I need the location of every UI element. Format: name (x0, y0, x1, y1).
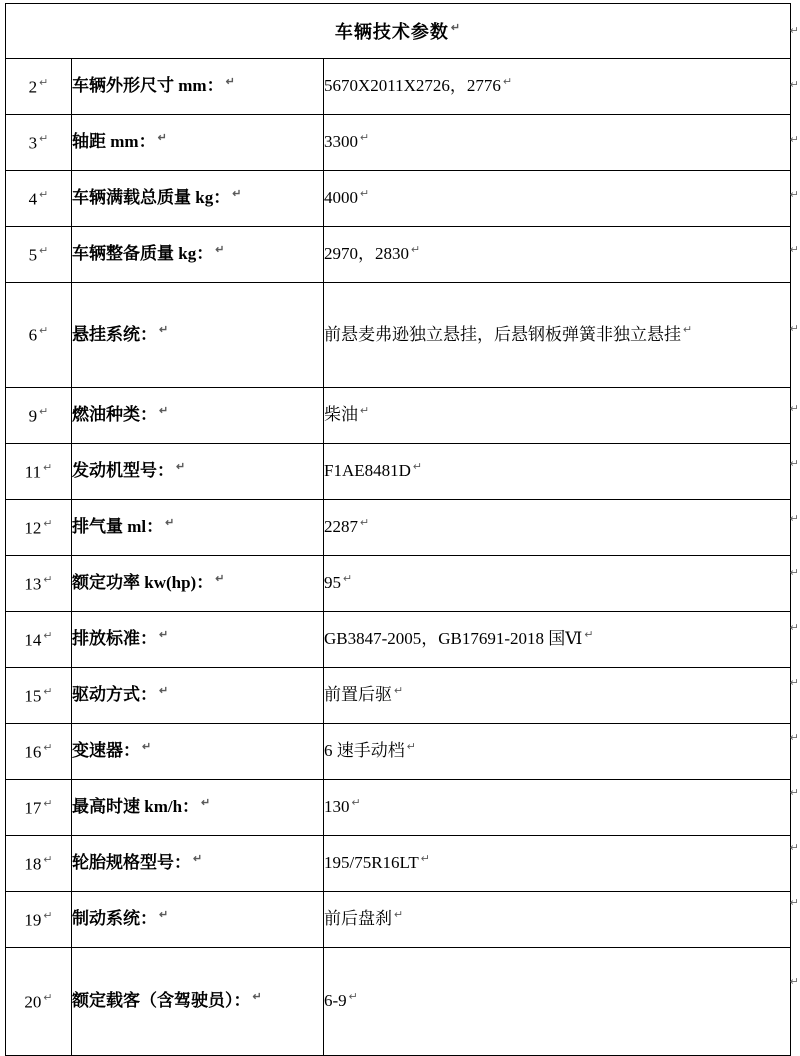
paragraph-mark-icon: ↵ (394, 908, 404, 921)
paragraph-mark-icon: ↵ (789, 189, 799, 201)
row-name: 制动系统： ↵ (72, 892, 324, 948)
paragraph-mark-icon: ↵ (159, 628, 169, 641)
paragraph-mark-icon: ↵ (142, 740, 152, 753)
row-name: 驱动方式： ↵ (72, 668, 324, 724)
paragraph-mark-icon: ↵ (360, 187, 370, 200)
row-index: 6 ↵ (6, 283, 72, 388)
table-row (6, 836, 791, 892)
row-value: GB3847-2005，GB17691-2018 国Ⅵ ↵ (324, 612, 791, 668)
paragraph-mark-icon: ↵ (789, 25, 799, 37)
row-index: 20 ↵ (6, 948, 72, 1056)
table-row (6, 59, 791, 115)
paragraph-mark-icon: ↵ (343, 572, 353, 585)
row-value: 95 ↵ (324, 556, 791, 612)
row-value: 6-9 ↵ (324, 948, 791, 1056)
row-value: 前置后驱 ↵ (324, 668, 791, 724)
row-index: 5 ↵ (6, 227, 72, 283)
paragraph-mark-icon: ↵ (39, 76, 49, 89)
paragraph-mark-icon: ↵ (157, 131, 167, 144)
row-value: F1AE8481D ↵ (324, 444, 791, 500)
row-value: 6 速手动档 ↵ (324, 724, 791, 780)
paragraph-mark-icon: ↵ (39, 244, 49, 257)
paragraph-mark-icon: ↵ (215, 572, 225, 585)
row-name: 悬挂系统： ↵ (72, 283, 324, 388)
table-row (6, 724, 791, 780)
row-name: 最高时速 km/h： ↵ (72, 780, 324, 836)
paragraph-mark-icon: ↵ (420, 852, 430, 865)
row-name: 额定功率 kw(hp)： ↵ (72, 556, 324, 612)
paragraph-mark-icon: ↵ (789, 897, 799, 909)
table-row (6, 171, 791, 227)
paragraph-mark-icon: ↵ (789, 976, 799, 988)
row-index: 4 ↵ (6, 171, 72, 227)
row-index: 3 ↵ (6, 115, 72, 171)
paragraph-mark-icon: ↵ (43, 461, 53, 474)
paragraph-mark-icon: ↵ (43, 573, 53, 586)
row-value: 柴油 ↵ (324, 388, 791, 444)
paragraph-mark-icon: ↵ (406, 740, 416, 753)
paragraph-mark-icon: ↵ (159, 684, 169, 697)
paragraph-mark-icon: ↵ (225, 75, 235, 88)
paragraph-mark-icon: ↵ (360, 516, 370, 529)
row-value: 2287 ↵ (324, 500, 791, 556)
paragraph-mark-icon: ↵ (683, 324, 693, 337)
row-name: 排放标准： ↵ (72, 612, 324, 668)
paragraph-mark-icon: ↵ (252, 990, 262, 1003)
paragraph-mark-icon: ↵ (789, 787, 799, 799)
row-index: 16 ↵ (6, 724, 72, 780)
paragraph-mark-icon: ↵ (39, 132, 49, 145)
paragraph-mark-icon: ↵ (789, 244, 799, 256)
paragraph-mark-icon: ↵ (43, 741, 53, 754)
paragraph-mark-icon: ↵ (789, 403, 799, 415)
paragraph-mark-icon: ↵ (394, 684, 404, 697)
row-name: 排气量 ml： ↵ (72, 500, 324, 556)
paragraph-mark-icon: ↵ (412, 460, 423, 473)
paragraph-mark-icon: ↵ (43, 853, 53, 866)
paragraph-mark-icon: ↵ (176, 460, 186, 473)
table-row (6, 668, 791, 724)
paragraph-mark-icon: ↵ (360, 131, 370, 144)
row-name: 轮胎规格型号： ↵ (72, 836, 324, 892)
paragraph-mark-icon: ↵ (159, 404, 169, 417)
row-value: 130 ↵ (324, 780, 791, 836)
row-index: 17 ↵ (6, 780, 72, 836)
paragraph-mark-icon: ↵ (43, 797, 53, 810)
paragraph-mark-icon: ↵ (43, 629, 53, 642)
paragraph-mark-icon: ↵ (360, 404, 370, 417)
paragraph-mark-icon: ↵ (159, 324, 169, 337)
row-value: 2970，2830 ↵ (324, 227, 791, 283)
paragraph-mark-icon: ↵ (789, 842, 799, 854)
table-row (6, 283, 791, 388)
row-value: 3300 ↵ (324, 115, 791, 171)
paragraph-mark-icon: ↵ (789, 677, 799, 689)
paragraph-mark-icon: ↵ (502, 75, 513, 88)
row-name: 车辆满载总质量 kg： ↵ (72, 171, 324, 227)
row-value: 4000 ↵ (324, 171, 791, 227)
paragraph-mark-icon: ↵ (411, 243, 421, 256)
paragraph-mark-icon: ↵ (789, 79, 799, 91)
paragraph-mark-icon: ↵ (789, 134, 799, 146)
paragraph-mark-icon: ↵ (789, 513, 799, 525)
table-row (6, 556, 791, 612)
row-name: 额定载客（含驾驶员）： ↵ (72, 948, 324, 1056)
table-row (6, 612, 791, 668)
row-index: 9 ↵ (6, 388, 72, 444)
row-name: 燃油种类： ↵ (72, 388, 324, 444)
row-index: 14 ↵ (6, 612, 72, 668)
vehicle-spec-table (5, 3, 791, 1056)
row-index: 11 ↵ (6, 444, 72, 500)
paragraph-mark-icon: ↵ (39, 188, 49, 201)
table-row (6, 892, 791, 948)
row-name: 车辆外形尺寸 mm： ↵ (72, 59, 324, 115)
row-name: 车辆整备质量 kg： ↵ (72, 227, 324, 283)
table-row (6, 948, 791, 1056)
row-index: 2 ↵ (6, 59, 72, 115)
row-index: 18 ↵ (6, 836, 72, 892)
paragraph-mark-icon: ↵ (789, 458, 799, 470)
paragraph-mark-icon: ↵ (584, 628, 594, 641)
row-value: 195/75R16LT ↵ (324, 836, 791, 892)
paragraph-mark-icon: ↵ (39, 405, 49, 418)
table-row (6, 388, 791, 444)
table-row (6, 115, 791, 171)
paragraph-mark-icon: ↵ (43, 991, 53, 1004)
paragraph-mark-icon: ↵ (43, 517, 53, 530)
paragraph-mark-icon: ↵ (450, 22, 462, 34)
table-row (6, 780, 791, 836)
row-value: 5670X2011X2726，2776 ↵ (324, 59, 791, 115)
row-index: 15 ↵ (6, 668, 72, 724)
row-index: 13 ↵ (6, 556, 72, 612)
paragraph-mark-icon: ↵ (232, 187, 242, 200)
table-row (6, 227, 791, 283)
paragraph-mark-icon: ↵ (159, 908, 169, 921)
row-name: 轴距 mm： ↵ (72, 115, 324, 171)
paragraph-mark-icon: ↵ (789, 732, 799, 744)
row-name: 变速器： ↵ (72, 724, 324, 780)
table-row (6, 444, 791, 500)
paragraph-mark-icon: ↵ (351, 796, 361, 809)
paragraph-mark-icon: ↵ (165, 516, 175, 529)
table-row (6, 500, 791, 556)
row-name: 发动机型号： ↵ (72, 444, 324, 500)
page-title (6, 4, 791, 59)
paragraph-mark-icon: ↵ (39, 325, 49, 338)
paragraph-mark-icon: ↵ (789, 622, 799, 634)
paragraph-mark-icon: ↵ (43, 909, 53, 922)
paragraph-mark-icon: ↵ (348, 990, 358, 1003)
row-index: 12 ↵ (6, 500, 72, 556)
paragraph-mark-icon: ↵ (43, 685, 53, 698)
paragraph-mark-icon: ↵ (789, 323, 799, 335)
row-value: 前后盘刹 ↵ (324, 892, 791, 948)
paragraph-mark-icon: ↵ (201, 796, 211, 809)
row-value: 前悬麦弗逊独立悬挂，后悬钢板弹簧非独立悬挂 ↵ (324, 283, 791, 388)
paragraph-mark-icon: ↵ (215, 243, 225, 256)
table-title-row (6, 4, 791, 59)
row-index: 19 ↵ (6, 892, 72, 948)
page-title-text: 车辆技术参数 (334, 22, 449, 42)
paragraph-mark-icon: ↵ (789, 567, 799, 579)
paragraph-mark-icon: ↵ (193, 852, 203, 865)
